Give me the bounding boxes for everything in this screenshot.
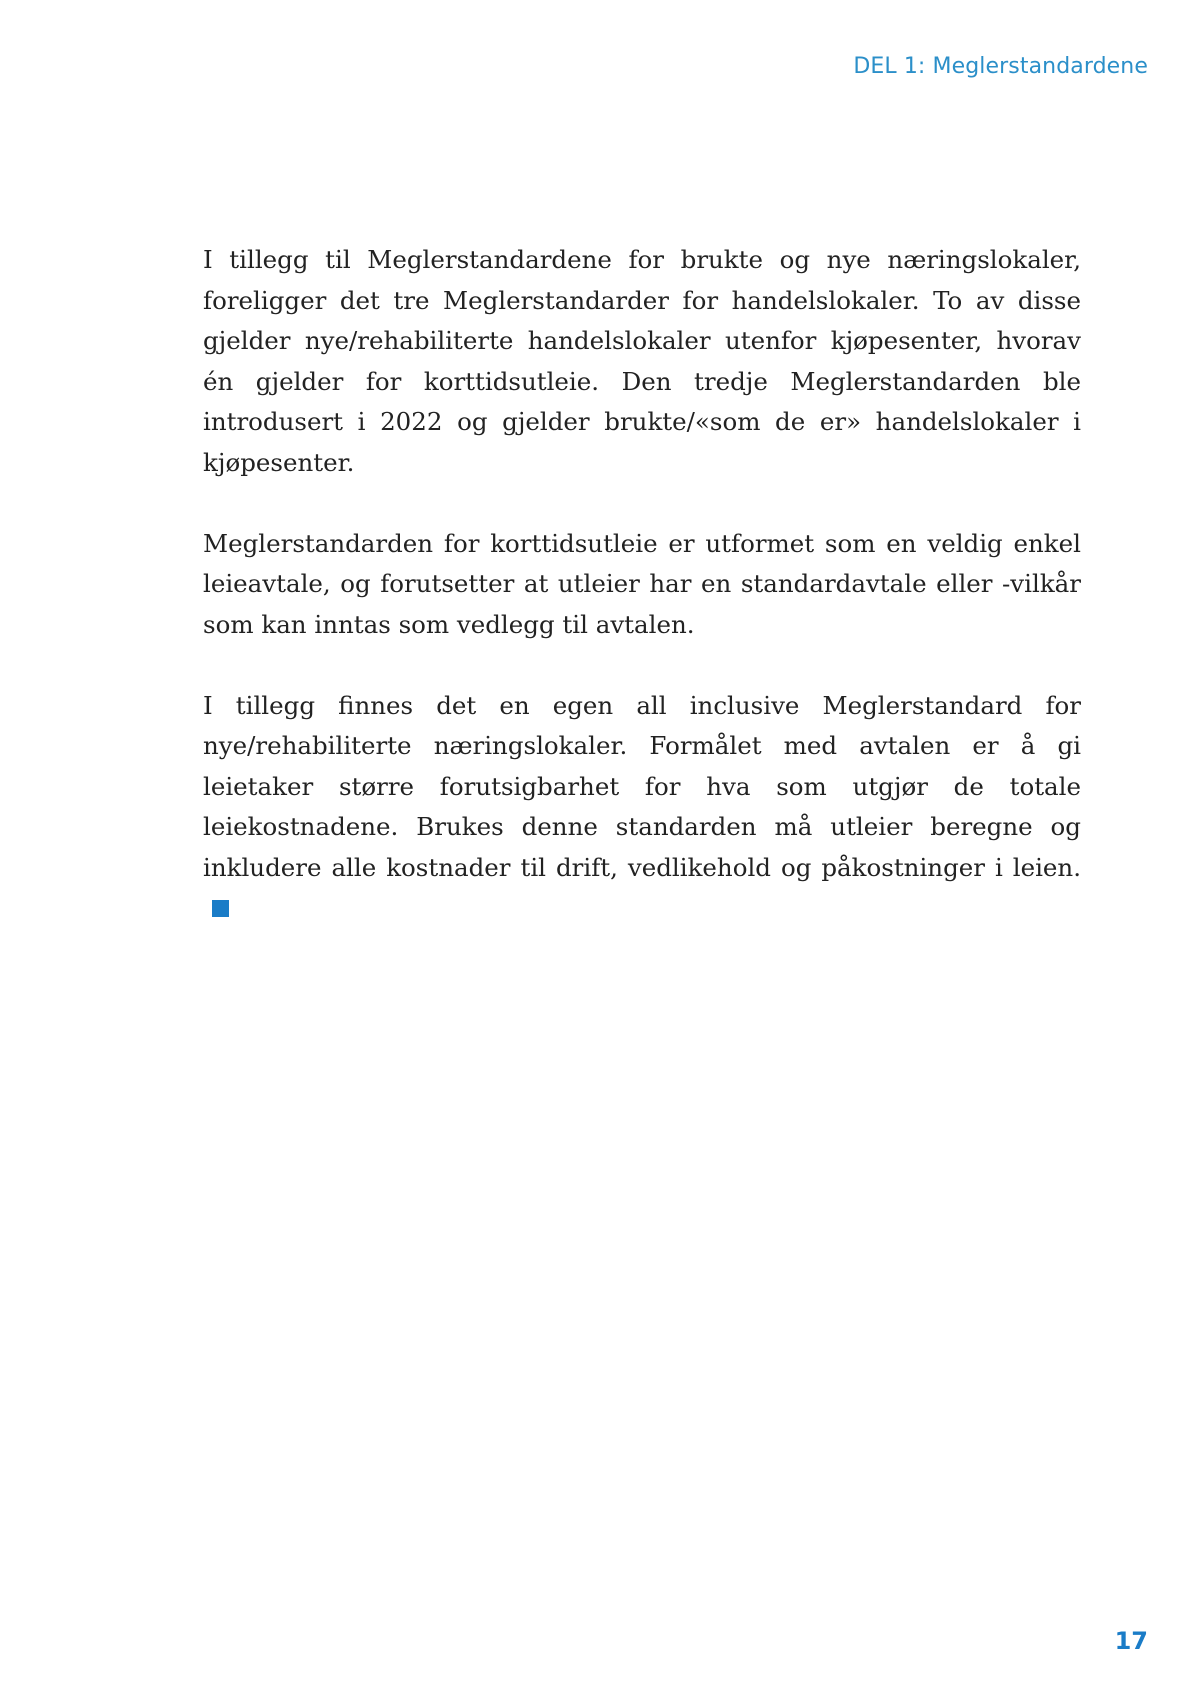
- running-header: DEL 1: Meglerstandardene: [853, 54, 1148, 79]
- paragraph-1: I tillegg til Meglerstandardene for brukte og nye næringslokaler, foreligger det tre Meglerstandarder for handelslokaler. To av disse gjelder nye/​rehabiliterte handelslokaler utenfor kjøpesenter, hvorav én gjelder for korttidsutleie. Den tredje Meglerstandarden ble introdusert i 2022 og gjelder brukte/«som de er» handelslokaler i kjøpesenter.: [203, 245, 1081, 477]
- paragraph-3-text: I tillegg finnes det en egen all inclusive Meglerstandard for nye/rehabiliterte næringslokaler. Formålet med avtalen er å gi leietaker større forutsigbarhet for hva som utgjør de totale leiekostnadene. Brukes denne standarden må utleier beregne og inkludere alle kostnader til drift, vedlikehold og påkostninger i leien.: [203, 690, 1081, 882]
- paragraph-3: [203, 686, 1081, 929]
- page-number: 17: [1114, 1627, 1148, 1655]
- end-of-article-square-icon: [212, 900, 229, 917]
- paragraph-2: Meglerstandarden for korttidsutleie er utformet som en veldig enkel leieavtale, og forutsetter at utleier har en standardavtale eller -vilkår som kan inntas som vedlegg til avtalen.: [203, 528, 1081, 639]
- body-text: [203, 240, 1081, 969]
